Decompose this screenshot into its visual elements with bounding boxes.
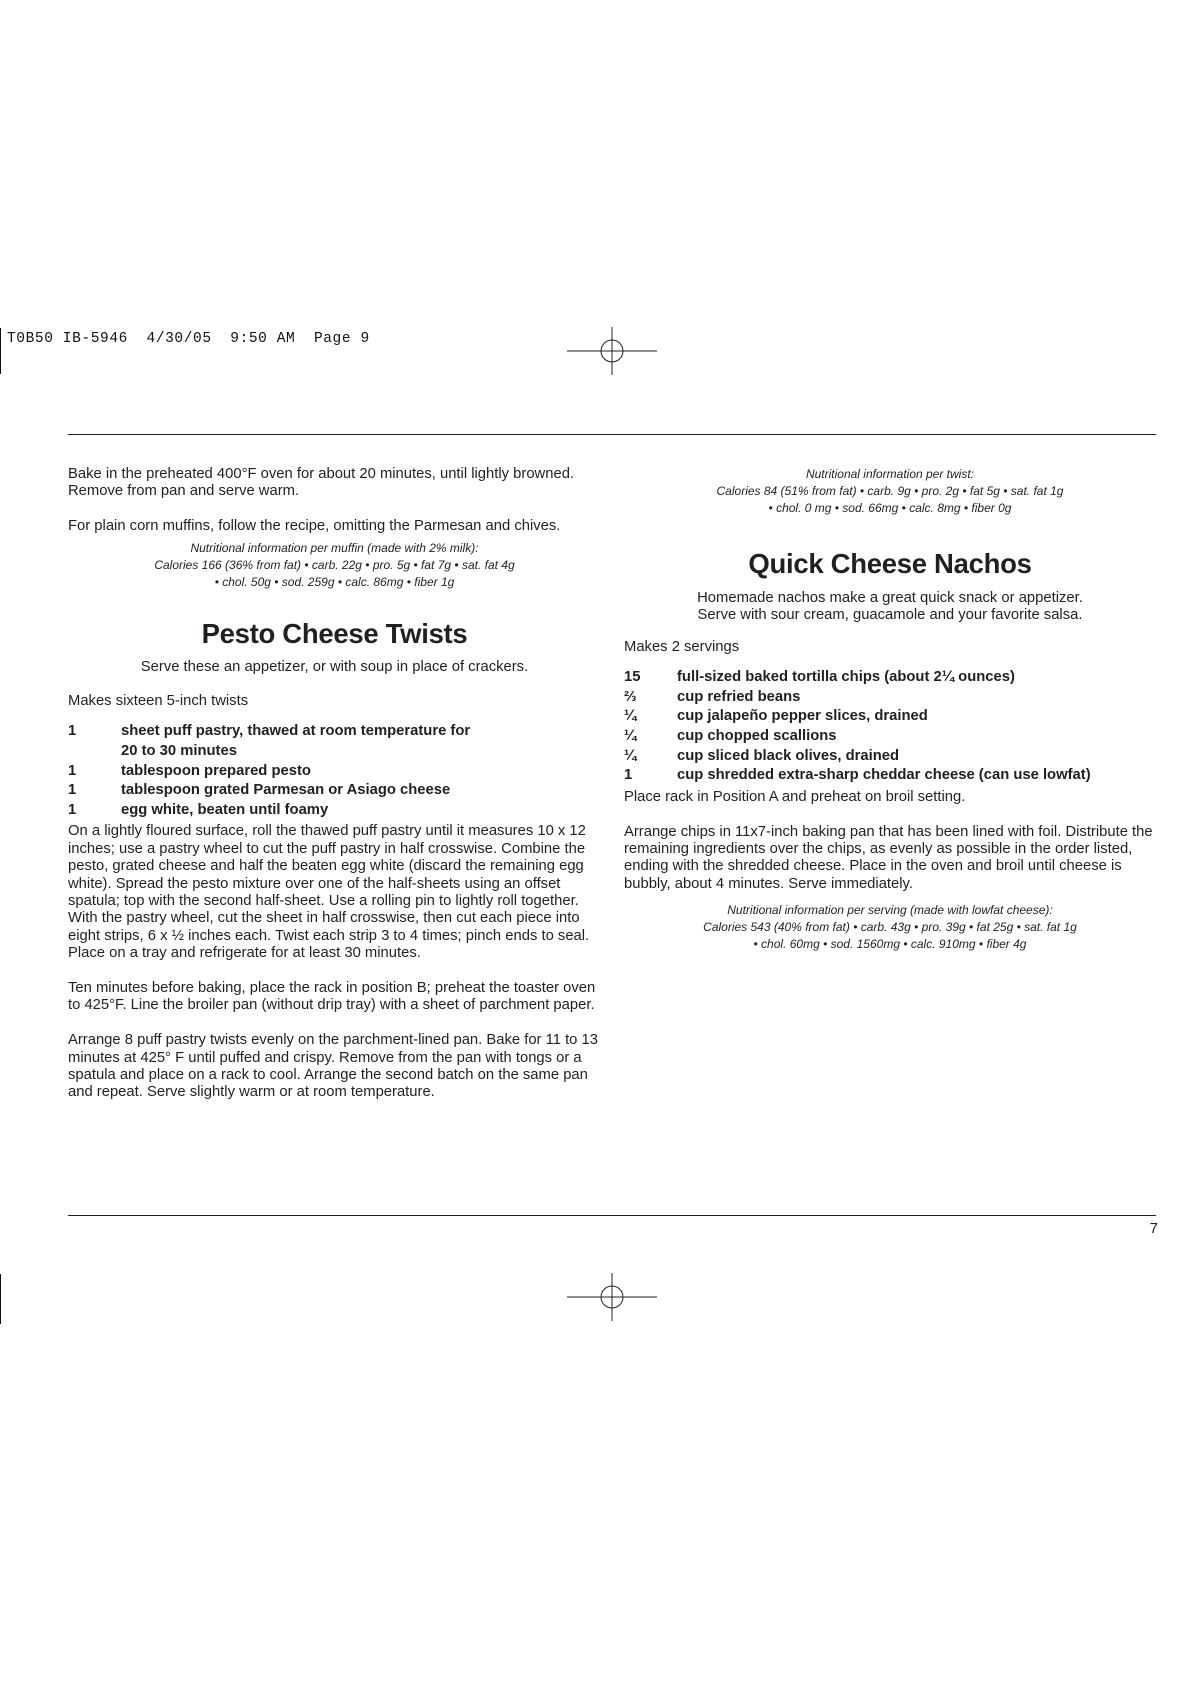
recipe-yield: Makes sixteen 5-inch twists — [68, 693, 249, 710]
recipe-yield: Makes 2 servings — [624, 638, 740, 655]
page-number: 7 — [1149, 1220, 1158, 1237]
ingredient-list — [68, 722, 601, 820]
recipe-title: Quick Cheese Nachos — [748, 548, 1032, 579]
subtitle-line: Serve with sour cream, guacamole and your favorite salsa. — [697, 607, 1083, 624]
method-paragraph: Place rack in Position A and preheat on broil setting. — [624, 788, 966, 805]
nutrition-line: Calories 543 (40% from fat) • carb. 43g • pro. 39g • fat 25g • sat. fat 1g — [703, 920, 1077, 935]
ingredient-text: 20 to 30 minutes — [121, 743, 237, 760]
ingredient-text: egg white, beaten until foamy — [121, 801, 329, 818]
ingredient-row — [68, 781, 601, 801]
nutrition-info — [624, 902, 1156, 953]
ingredient-row — [624, 727, 1156, 747]
ingredient-qty: 1 — [68, 782, 77, 799]
recipe-subtitle: Serve these an appetizer, or with soup in place of crackers. — [140, 658, 529, 675]
top-rule — [68, 434, 1156, 435]
ingredient-qty: 1 — [68, 723, 77, 740]
registration-mark-top-icon — [567, 327, 657, 375]
ingredient-text: cup shredded extra-sharp cheddar cheese (can use lowfat) — [677, 767, 1091, 784]
ingredient-list — [624, 668, 1156, 786]
method-paragraph: Arrange 8 puff pastry twists evenly on the parchment-lined pan. Bake for 11 to 13 minutes at 425° F until puffed and crispy. Remove from the pan with tongs or a spatula and place on a rack to cool. Arrange the second batch on the same pan and repeat. Serve slightly warm or at room temperature. — [68, 1032, 598, 1101]
ingredient-row — [624, 688, 1156, 708]
method-paragraph: Ten minutes before baking, place the rack in position B; preheat the toaster oven to 425°F. Line the broiler pan (without drip tray) with a sheet of parchment paper. — [68, 980, 596, 1014]
ingredient-row — [68, 742, 601, 762]
ingredient-text: cup sliced black olives, drained — [677, 747, 900, 764]
nutrition-info — [624, 466, 1156, 517]
ingredient-row — [68, 762, 601, 782]
nutrition-line: • chol. 60mg • sod. 1560mg • calc. 910mg • fiber 4g — [753, 937, 1027, 952]
method-paragraph: Arrange chips in 11x7-inch baking pan that has been lined with foil. Distribute the remaining ingredients over the chips, as evenly as possible in the order listed, ending with the shredded cheese. Place in the oven and broil until cheese is bubbly, about 4 minutes. Serve immediately. — [624, 823, 1153, 892]
nutrition-line: • chol. 50g • sod. 259g • calc. 86mg • fiber 1g — [214, 574, 455, 589]
nutrition-line: Nutritional information per serving (made with lowfat cheese): — [727, 903, 1053, 918]
recipe-subtitle — [624, 590, 1156, 625]
ingredient-row — [624, 707, 1156, 727]
ingredient-text: full-sized baked tortilla chips (about 2¼ ounces) — [677, 669, 1015, 686]
recipe-title: Pesto Cheese Twists — [201, 617, 468, 649]
ingredient-row — [624, 747, 1156, 767]
ingredient-text: tablespoon prepared pesto — [121, 762, 311, 779]
nutrition-line: Calories 84 (51% from fat) • carb. 9g • pro. 2g • fat 5g • sat. fat 1g — [716, 484, 1064, 498]
intro-paragraph: For plain corn muffins, follow the recipe, omitting the Parmesan and chives. — [68, 518, 561, 535]
ingredient-qty: 1 — [624, 767, 633, 784]
ingredient-text: cup chopped scallions — [677, 728, 837, 744]
subtitle-line: Homemade nachos make a great quick snack or appetizer. — [697, 590, 1083, 606]
bottom-rule — [68, 1215, 1156, 1216]
intro-paragraph: Bake in the preheated 400°F oven for about 20 minutes, until lightly browned. Remove from pan and serve warm. — [68, 466, 575, 500]
ingredient-qty: 1 — [68, 762, 77, 779]
ingredient-row — [624, 668, 1156, 688]
ingredient-qty: ⅔ — [624, 688, 637, 705]
ingredient-qty: ¼ — [624, 708, 637, 725]
method-paragraph: On a lightly floured surface, roll the thawed puff pastry until it measures 10 x 12 inches; use a pastry wheel to cut the puff pastry in half crosswise. Combine the pesto, grated cheese and half the beaten egg white (discard the remaining egg white). Spread the pesto mixture over one of the half-sheets using an offset spatula; top with the second half-sheet. Use a rolling pin to lightly roll together. With the pastry wheel, cut the sheet in half crosswise, then cut each piece into eight strips, 6 x ½ inches each. Twist each strip 3 to 4 times; pinch ends to seal. Place on a tray and refrigerate for at least 30 minutes. — [68, 823, 590, 962]
right-column — [624, 466, 1156, 953]
nutrition-line: Calories 166 (36% from fat) • carb. 22g • pro. 5g • fat 7g • sat. fat 4g — [154, 557, 515, 572]
ingredient-qty: 1 — [68, 801, 77, 818]
ingredient-qty: ¼ — [624, 747, 637, 764]
ingredient-qty: ¼ — [624, 728, 637, 744]
registration-mark-bottom-icon — [567, 1273, 657, 1321]
ingredient-qty: 15 — [624, 669, 641, 686]
ingredient-row — [68, 722, 601, 742]
print-slug: T0B50 IB-5946 4/30/05 9:50 AM Page 9 — [7, 331, 370, 347]
ingredient-row — [68, 801, 601, 821]
ingredient-row — [624, 766, 1156, 786]
nutrition-line: Nutritional information per muffin (made with 2% milk): — [190, 540, 479, 555]
nutrition-line: Nutritional information per twist: — [805, 467, 975, 481]
left-column — [68, 466, 601, 1102]
ingredient-text: tablespoon grated Parmesan or Asiago cheese — [121, 782, 451, 799]
ingredient-qty — [68, 742, 121, 762]
nutrition-line: • chol. 0 mg • sod. 66mg • calc. 8mg • fiber 0g — [768, 501, 1012, 515]
left-edge-mark — [0, 328, 1, 374]
ingredient-text: cup jalapeño pepper slices, drained — [677, 708, 928, 725]
nutrition-info — [68, 540, 601, 591]
ingredient-text: sheet puff pastry, thawed at room temperature for — [121, 723, 471, 740]
left-edge-mark-bottom — [0, 1274, 1, 1324]
ingredient-text: cup refried beans — [677, 688, 801, 705]
